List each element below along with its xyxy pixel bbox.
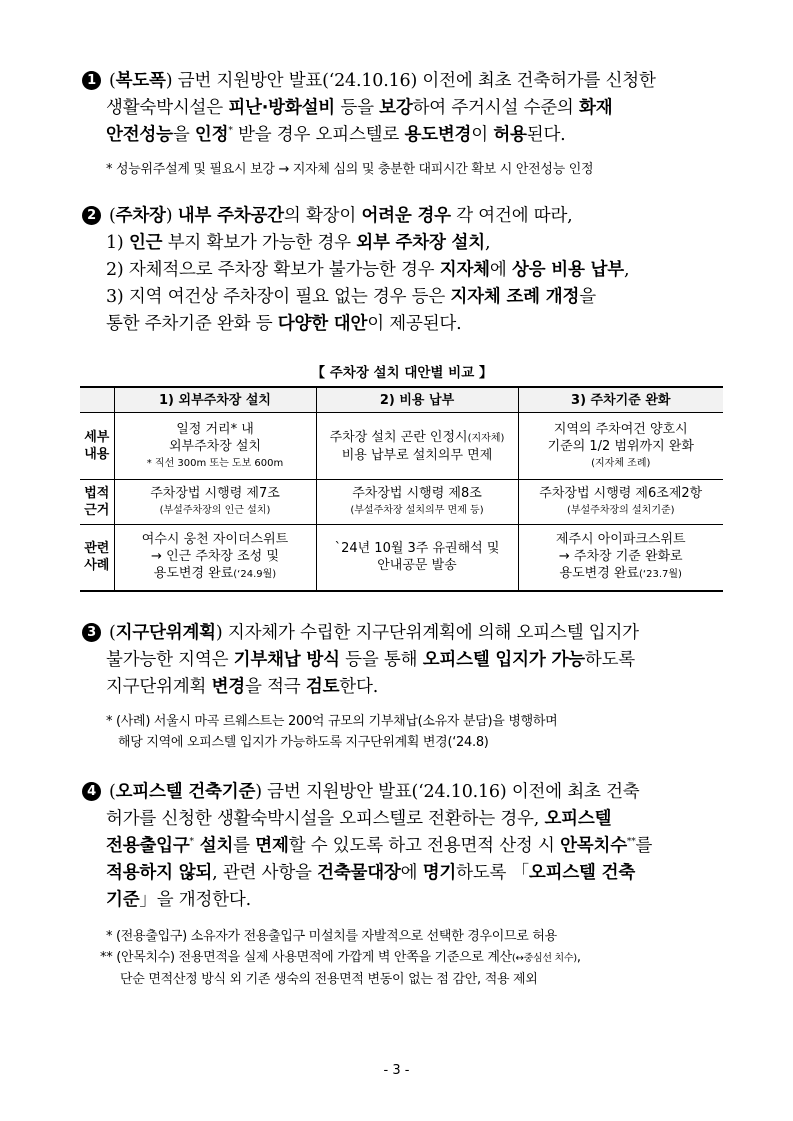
section-4: 4 (오피스텔 건축기준) 금번 지원방안 발표(‘24.10.16) 이전에 최초 건축 허가를 신청한 생활숙박시설을 오피스텔로 전환하는 경우, 오피스텔 전용출입구* 설치를 면제할 수 있도록 하고 전용면적 산정 시 안목치수**를 적용하지 않되, 관련 사항을 건축물대장에 명기하도록 「오피스텔 건축 기준」을 개정한다. * (전용출입구) 소유자가 전용출입구 미설치를 자발적으로 선택한 경우이므로 허용 ** (안목치수) 전용면적을 실제 사용면적에 가깝게 벽 안쪽을 기준으로 계산(↔중심선 치수), 단순 면적산정 방식 외 기존 생숙의 전용면적 변동이 없는 점 감안, 적용 제외 [82, 779, 722, 990]
table-cell: 주차장법 시행령 제8조 (부설주차장 설치의무 면제 등) [316, 480, 518, 525]
column-header: 2) 비용 납부 [316, 387, 518, 413]
table-title: 【 주차장 설치 대안별 비교 】 [311, 365, 493, 381]
parking-comparison-table [80, 386, 723, 592]
table-cell: 주차장법 시행령 제6조제2항 (부설주차장의 설치기준) [518, 480, 723, 525]
table-cell: `24년 10월 3주 유권해석 및 안내공문 발송 [316, 525, 518, 591]
table-cell: 일정 거리* 내 외부주차장 설치 * 직선 300m 또는 도보 600m [114, 413, 316, 480]
row-header: 세부 내용 [80, 413, 114, 480]
page-number: - 3 - [383, 1063, 410, 1078]
section-3-footnote-2: 해당 지역에 오피스텔 입지가 가능하도록 지구단위계획 변경(‘24.8) [118, 735, 489, 750]
section-1-footnote: * 성능위주설계 및 필요시 보강 → 지자체 심의 및 충분한 대피시간 확보 시 안전성능 인정 [106, 162, 594, 177]
section-2-tag: 주차장 [115, 206, 166, 226]
row-header: 관련 사례 [80, 525, 114, 591]
section-3-tag: 지구단위계획 [115, 623, 216, 643]
section-4-footnote-2: ** (안목치수) 전용면적을 실제 사용면적에 가깝게 벽 안쪽을 기준으로 계산(↔중심선 치수), [100, 950, 581, 965]
section-number-3: 3 [82, 623, 101, 642]
table-cell: 제주시 아이파크스위트 → 주차장 기준 완화로 용도변경 완료(‘23.7월) [518, 525, 723, 591]
table-cell: 주차장 설치 곤란 인정시(지자체) 비용 납부로 설치의무 면제 [316, 413, 518, 480]
section-3-footnote-1: * (사례) 서울시 마곡 르웨스트는 200억 규모의 기부채납(소유자 분담)을 병행하며 [106, 714, 558, 729]
table-row [80, 525, 723, 591]
section-1-line-1: 1 (복도폭) 금번 지원방안 발표(‘24.10.16) 이전에 최초 건축허가를 신청한 [82, 68, 722, 95]
section-number-4: 4 [82, 782, 101, 801]
table-cell: 지역의 주차여건 양호시 기준의 1/2 범위까지 완화 (지자체 조례) [518, 413, 723, 480]
section-number-2: 2 [82, 206, 101, 225]
section-number-1: 1 [82, 71, 101, 90]
table-header-row [80, 387, 723, 413]
section-4-footnote-3: 단순 면적산정 방식 외 기존 생숙의 전용면적 변동이 없는 점 감안, 적용 제외 [120, 972, 538, 987]
section-1-tag: 복도폭 [115, 71, 166, 91]
section-4-footnote-1: * (전용출입구) 소유자가 전용출입구 미설치를 자발적으로 선택한 경우이므로 허용 [106, 929, 557, 944]
table-cell: 여수시 웅천 자이더스위트 → 인근 주차장 조성 및 용도변경 완료(‘24.9월) [114, 525, 316, 591]
column-header: 3) 주차기준 완화 [518, 387, 723, 413]
section-4-tag: 오피스텔 건축기준 [115, 782, 256, 802]
table-row [80, 413, 723, 480]
section-1: 1 (복도폭) 금번 지원방안 발표(‘24.10.16) 이전에 최초 건축허가를 신청한 생활숙박시설은 피난·방화설비 등을 보강하여 주거시설 수준의 화재 안전성능을 인정* 받을 경우 오피스텔로 용도변경이 허용된다. * 성능위주설계 및 필요시 보강 → 지자체 심의 및 충분한 대피시간 확보 시 안전성능 인정 [82, 68, 722, 180]
table-cell: 주차장법 시행령 제7조 (부설주차장의 인근 설치) [114, 480, 316, 525]
column-header: 1) 외부주차장 설치 [114, 387, 316, 413]
section-3: 3 (지구단위계획) 지자체가 수립한 지구단위계획에 의해 오피스텔 입지가 불가능한 지역은 기부채납 방식 등을 통해 오피스텔 입지가 가능하도록 지구단위계획 변경을 적극 검토한다. * (사례) 서울시 마곡 르웨스트는 200억 규모의 기부채납(소유자 분담)을 병행하며 해당 지역에 오피스텔 입지가 가능하도록 지구단위계획 변경(‘24.8) [82, 620, 722, 753]
row-header: 법적 근거 [80, 480, 114, 525]
section-2: 2 (주차장) 내부 주차공간의 확장이 어려운 경우 각 여건에 따라, 1) 인근 부지 확보가 가능한 경우 외부 주차장 설치, 2) 자체적으로 주차장 확보가 불가능한 경우 지자체에 상응 비용 납부, 3) 지역 여건상 주차장이 필요 없는 경우 등은 지자체 조례 개정을 통한 주차기준 완화 등 다양한 대안이 제공된다. [82, 203, 722, 338]
table-row [80, 480, 723, 525]
